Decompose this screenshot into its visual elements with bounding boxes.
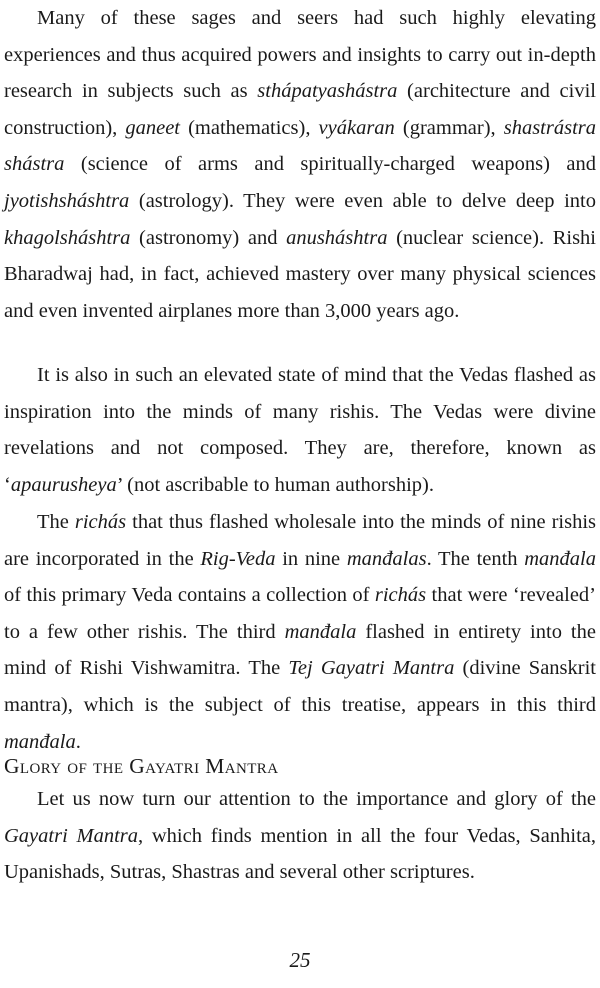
text-run: (nuclear science). Rishi Bharadwaj had, in fact, achieved mastery over many physical sciences and even invented airplanes more than 3,000 years ago.	[4, 226, 596, 322]
text-run: (divine Sanskrit mantra), which is the subject of this treatise, appears in this third	[4, 657, 596, 716]
italic-term: manđala	[4, 730, 76, 753]
text-run: flashed in entirety into the mind of Rishi Vishwamitra. The	[4, 620, 596, 680]
text-run: in nine	[275, 547, 347, 570]
italic-term: vyákaran	[318, 116, 395, 139]
text-run: Let us now turn our attention to the importance and glory of the	[37, 788, 596, 810]
italic-term: ganeet	[125, 116, 181, 139]
paragraph-gayatri-glory	[4, 781, 596, 891]
text-run: that thus flashed wholesale into the minds of nine rishis are incorporated in the	[4, 511, 596, 570]
text-run: (astronomy) and	[130, 226, 287, 249]
text-run: (mathematics),	[180, 116, 319, 139]
paragraph-vedas-revelation	[4, 357, 596, 503]
italic-term: Tej Gayatri Mantra	[288, 657, 455, 680]
text-run: The	[37, 511, 75, 533]
text-run: that were ‘revealed’ to a few other rishis. The third	[4, 584, 596, 643]
italic-term: richás	[74, 511, 127, 533]
italic-term: manđalas	[346, 547, 427, 570]
italic-term: Gayatri Mantra	[4, 824, 139, 847]
text-run: , which finds mention in all the four Vedas, Sanhita, Upanishads, Sutras, Shastras and several other scriptures.	[4, 824, 596, 884]
text-run: (grammar),	[394, 116, 504, 139]
text-run: .	[75, 730, 81, 753]
italic-term: jyotishsháshtra	[4, 189, 130, 212]
italic-term: Rig-Veda	[200, 547, 276, 570]
paragraph-richas-mandalas	[4, 504, 596, 760]
text-run: It is also in such an elevated state of mind that the Vedas flashed as inspiration into the minds of many rishis. The Vedas were divine revelations and not composed. They are, therefore, known as ‘	[4, 364, 596, 496]
text-run: ’ (not ascribable to human authorship).	[116, 473, 435, 496]
paragraph-sages-research	[4, 0, 596, 329]
italic-term: khagolsháshtra	[4, 226, 131, 249]
text-run: (science of arms and spiritually-charged weapons) and	[64, 153, 596, 176]
text-run: (architecture and civil construction),	[4, 80, 596, 139]
italic-term: shastrástra shástra	[4, 116, 596, 176]
italic-term: sthápatyashástra	[257, 80, 398, 103]
text-run: (astrology). They were even able to delve deep into	[129, 189, 596, 212]
italic-term: richás	[374, 584, 427, 607]
section-heading: Glory of the Gayatri Mantra	[4, 754, 279, 778]
italic-term: manđala	[284, 620, 357, 643]
italic-term: anusháshtra	[286, 226, 388, 249]
italic-term: manđala	[524, 547, 596, 570]
text-run: Many of these sages and seers had such highly elevating experiences and thus acquired powers and insights to carry out in-depth research in subjects such as	[4, 7, 596, 103]
page-number: 25	[289, 948, 311, 972]
italic-term: apaurusheya	[10, 473, 117, 496]
text-run: . The tenth	[426, 547, 525, 570]
text-run: of this primary Veda contains a collection of	[4, 584, 375, 607]
